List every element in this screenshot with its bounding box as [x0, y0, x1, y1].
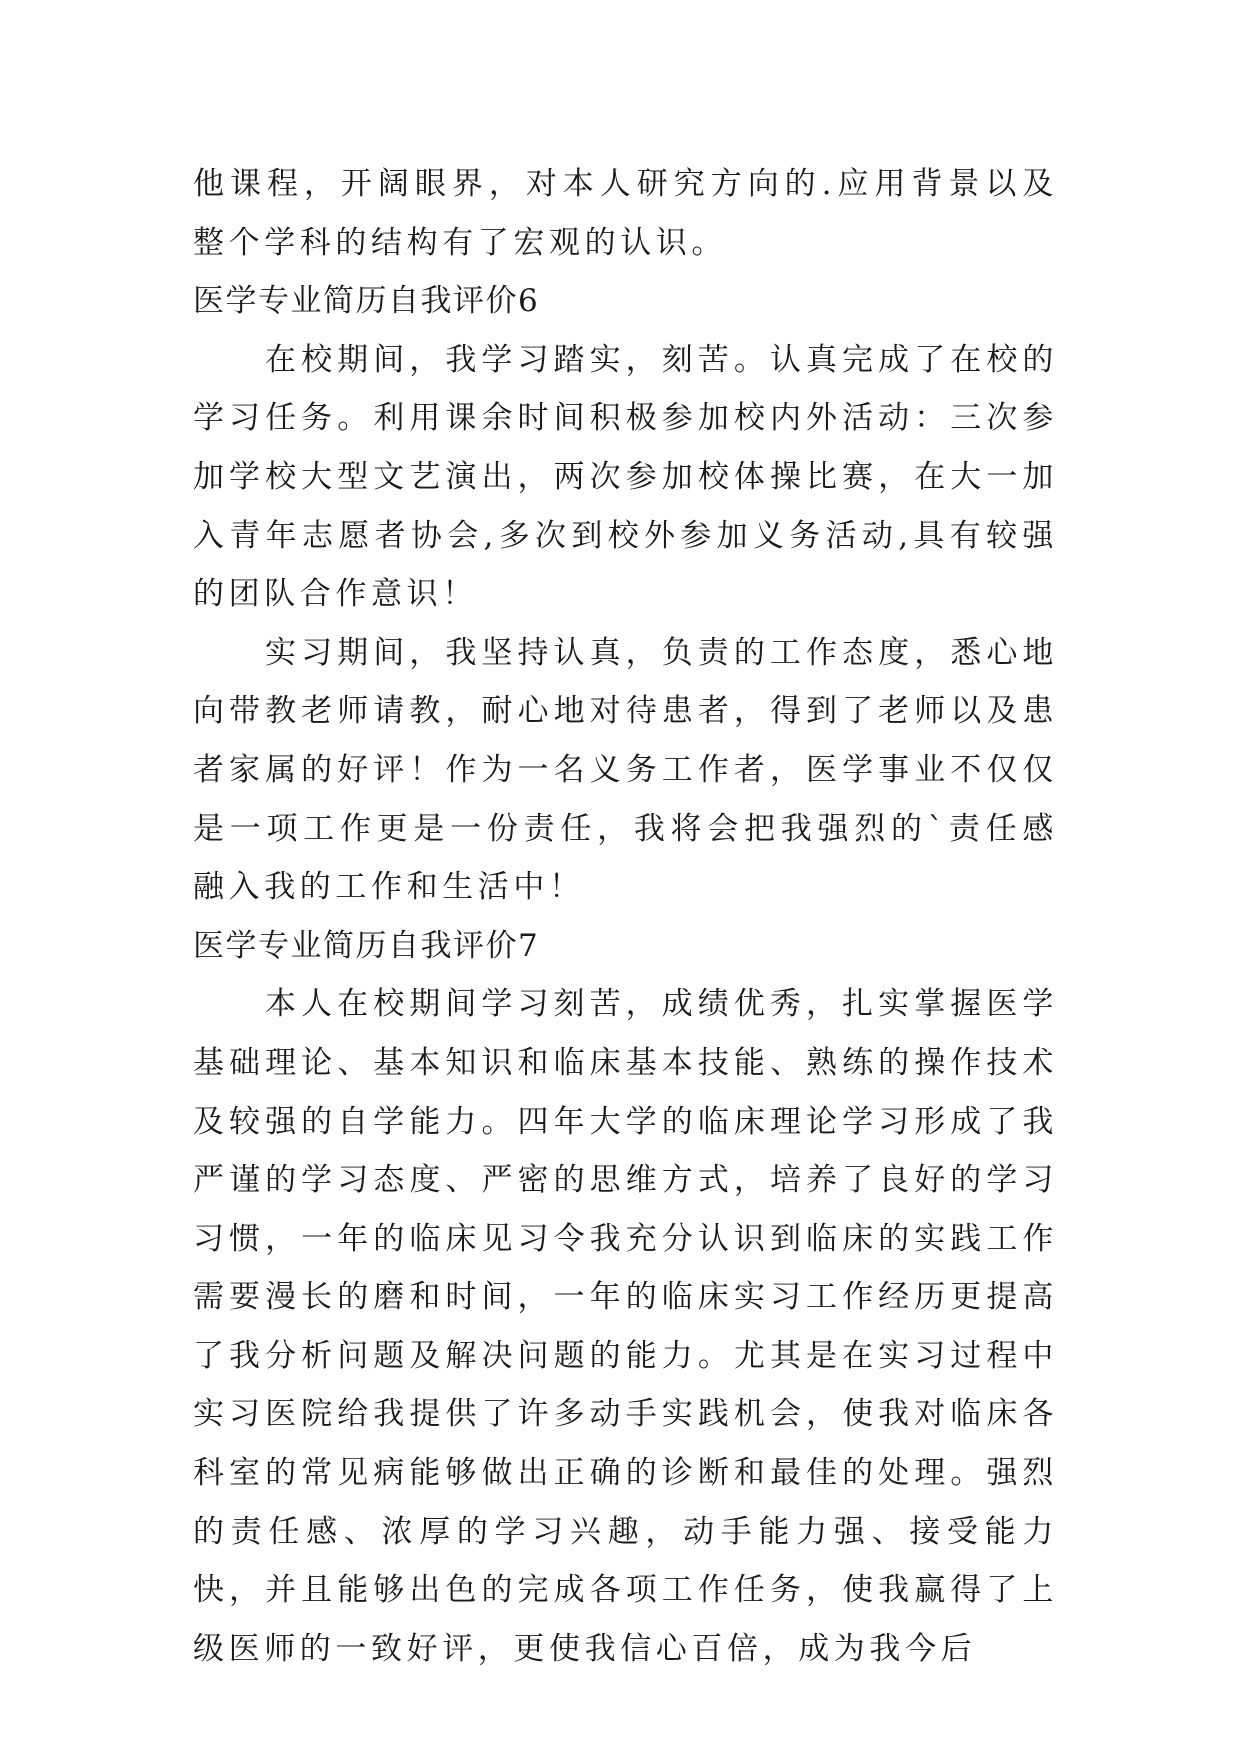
document-body — [193, 155, 1058, 1678]
section-heading-7: 医学专业简历自我评价7 — [193, 927, 540, 964]
paragraph-self-evaluation: 本人在校期间学习刻苦，成绩优秀，扎实掌握医学基础理论、基本知识和临床基本技能、熟练的操作技术及较强的自学能力。四年大学的临床理论学习形成了我严谨的学习态度、严密的思维方式，培养了良好的学习习惯，一年的临床见习令我充分认识到临床的实践工作需要漫长的磨和时间，一年的临床实习工作经历更提高了我分析问题及解决问题的能力。尤其是在实习过程中实习医院给我提供了许多动手实践机会，使我对临床各科室的常见病能够做出正确的诊断和最佳的处理。强烈的责任感、浓厚的学习兴趣，动手能力强、接受能力快，并且能够出色的完成各项工作任务，使我赢得了上级医师的一致好评，更使我信心百倍，成为我今后 — [193, 986, 1058, 1667]
paragraph-internship: 实习期间，我坚持认真，负责的工作态度，悉心地向带教老师请教，耐心地对待患者，得到了老师以及患者家属的好评！作为一名义务工作者，医学事业不仅仅是一项工作更是一份责任，我将会把我强烈的`责任感融入我的工作和生活中！ — [193, 634, 1058, 906]
paragraph-continuation: 他课程，开阔眼界，对本人研究方向的.应用背景以及整个学科的结构有了宏观的认识。 — [193, 166, 1058, 261]
section-heading-6: 医学专业简历自我评价6 — [193, 283, 540, 320]
paragraph-school-activities: 在校期间，我学习踏实，刻苦。认真完成了在校的学习任务。利用课余时间积极参加校内外活动：三次参加学校大型文艺演出，两次参加校体操比赛，在大一加入青年志愿者协会,多次到校外参加义务活动,具有较强的团队合作意识！ — [193, 341, 1058, 613]
